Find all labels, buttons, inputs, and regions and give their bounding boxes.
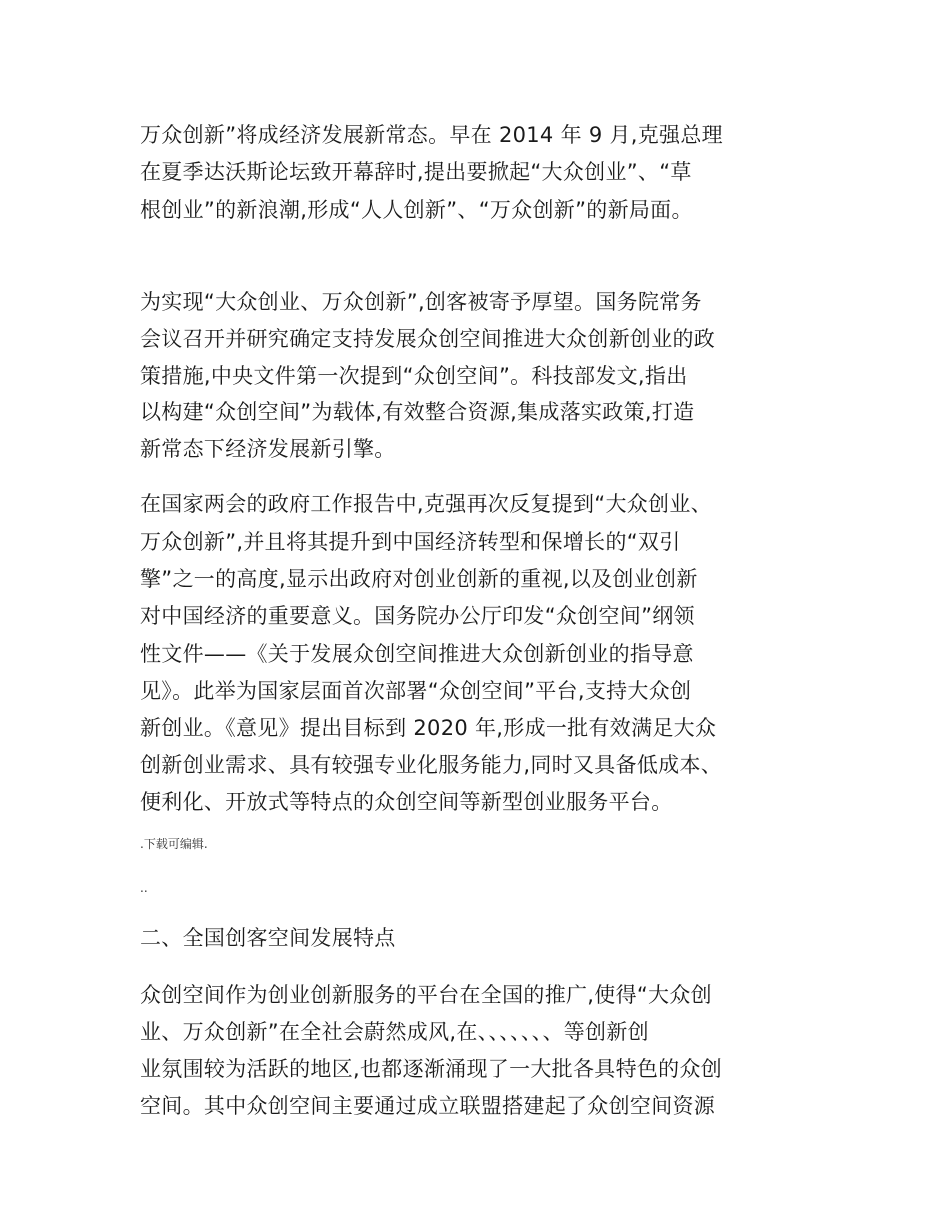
paragraph-1-line: 在夏季达沃斯论坛致开幕辞时,提出要掀起“大众创业”、“草 <box>140 160 692 184</box>
paragraph-3-line: 万众创新”,并且将其提升到中国经济转型和保增长的“双引 <box>140 530 681 554</box>
section-heading: 二、全国创客空间发展特点 <box>140 926 396 950</box>
paragraph-1-line: 根创业”的新浪潮,形成“人人创新”、“万众创新”的新局面。 <box>140 198 693 222</box>
paragraph-3-line: 性文件——《关于发展众创空间推进大众创新创业的指导意 <box>140 642 694 666</box>
paragraph-3-line: 便利化、开放式等特点的众创空间等新型创业服务平台。 <box>140 790 673 814</box>
paragraph-4-line: 空间。其中众创空间主要通过成立联盟搭建起了众创空间资源 <box>140 1094 716 1118</box>
paragraph-4-line: 众创空间作为创业创新服务的平台在全国的推广,使得“大众创 <box>140 983 712 1007</box>
footer-note: .下载可编辑. <box>140 837 208 851</box>
paragraph-2-line: 以构建“众创空间”为载体,有效整合资源,集成落实政策,打造 <box>140 400 695 424</box>
paragraph-4-line: 业、万众创新”在全社会蔚然成风,在、、、、、、、等创新创 <box>140 1020 649 1044</box>
paragraph-3-line: 见》。此举为国家层面首次部署“众创空间”平台,支持大众创 <box>140 679 692 703</box>
paragraph-3-line: 在国家两会的政府工作报告中,克强再次反复提到“大众创业、 <box>140 492 712 516</box>
paragraph-2-line: 会议召开并研究确定支持发展众创空间推进大众创新创业的政 <box>140 327 716 351</box>
footer-dots: .. <box>140 881 148 895</box>
paragraph-2-line: 新常态下经济发展新引擎。 <box>140 437 396 461</box>
paragraph-3-line: 对中国经济的重要意义。国务院办公厅印发“众创空间”纲领 <box>140 604 695 628</box>
paragraph-1-line: 万众创新”将成经济发展新常态。早在 2014 年 9 月,克强总理 <box>140 123 723 147</box>
paragraph-3-line: 擎”之一的高度,显示出政府对创业创新的重视,以及创业创新 <box>140 567 698 591</box>
paragraph-3-line: 创新创业需求、具有较强专业化服务能力,同时又具备低成本、 <box>140 753 723 777</box>
paragraph-2-line: 为实现“大众创业、万众创新”,创客被寄予厚望。国务院常务 <box>140 290 702 314</box>
paragraph-2-line: 策措施,中央文件第一次提到“众创空间”。科技部发文,指出 <box>140 364 688 388</box>
paragraph-3-line: 新创业。《意见》提出目标到 2020 年,形成一批有效满足大众 <box>140 716 717 740</box>
paragraph-4-line: 业氛围较为活跃的地区,也都逐渐涌现了一大批各具特色的众创 <box>140 1057 723 1081</box>
